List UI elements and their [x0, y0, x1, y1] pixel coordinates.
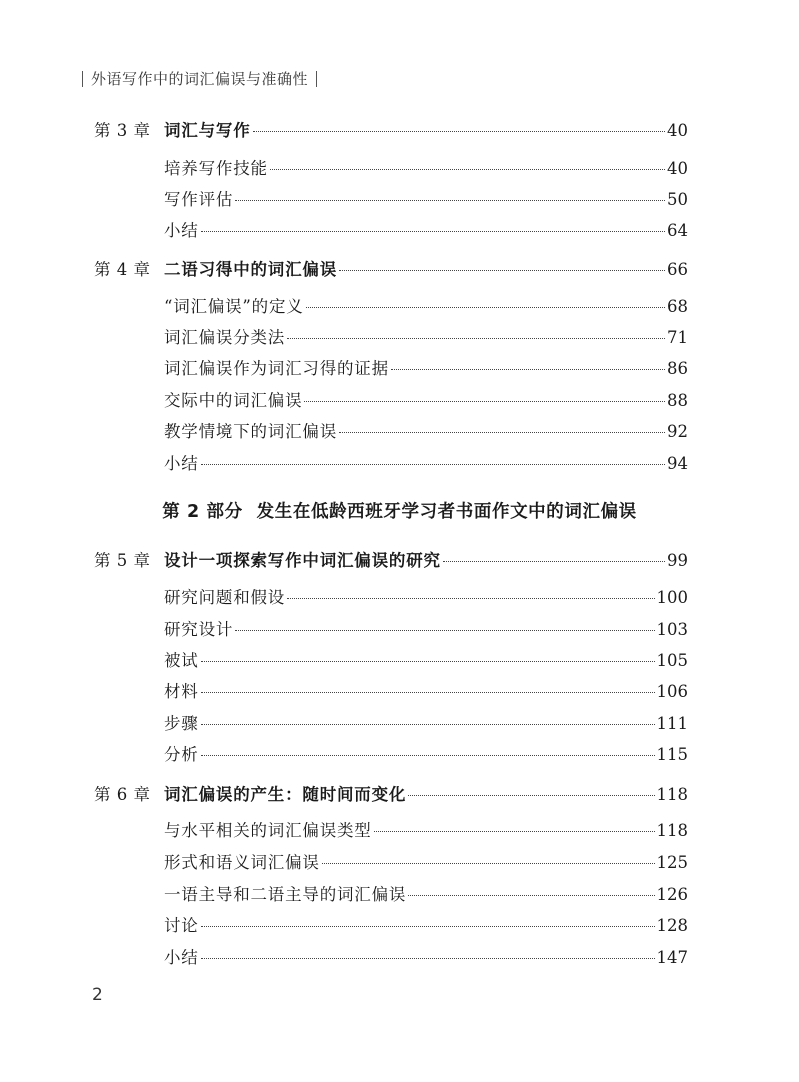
dot-leader: [201, 723, 655, 725]
part-heading[interactable]: [0, 498, 799, 523]
dot-leader: [408, 894, 654, 896]
page-ref: 40: [667, 159, 688, 178]
entry-title: 讨论: [164, 916, 199, 935]
page-ref: 86: [667, 359, 688, 378]
page-ref: 100: [656, 588, 688, 607]
page-ref: 92: [667, 422, 688, 441]
toc-entry[interactable]: [164, 453, 688, 475]
dot-leader: [201, 925, 655, 927]
toc-chapter-5[interactable]: [94, 550, 688, 572]
dot-leader: [322, 862, 655, 864]
toc-entry[interactable]: [164, 852, 688, 874]
toc-chapter-3[interactable]: [94, 120, 688, 142]
dot-leader: [304, 400, 665, 402]
page-ref: 125: [656, 853, 688, 872]
part-label: 第 2 部分: [162, 502, 243, 522]
dot-leader: [287, 597, 654, 599]
entry-title: 分析: [164, 745, 199, 764]
page-ref: 118: [656, 821, 688, 840]
page-ref: 106: [656, 682, 688, 701]
entry-title: 被试: [164, 651, 199, 670]
chapter-title: 二语习得中的词汇偏误: [164, 260, 337, 279]
page-ref: 105: [656, 651, 688, 670]
running-head-left-rule: [82, 71, 83, 87]
running-head-title: 外语写作中的词汇偏误与准确性: [91, 70, 309, 88]
page-ref: 64: [667, 221, 688, 240]
dot-leader: [287, 337, 665, 339]
page-ref: 68: [667, 297, 688, 316]
dot-leader: [253, 130, 666, 132]
dot-leader: [339, 269, 665, 271]
dot-leader: [235, 629, 654, 631]
entry-title: 小结: [164, 454, 199, 473]
toc-entry[interactable]: [164, 744, 688, 766]
toc-chapter-4[interactable]: [94, 259, 688, 281]
toc-chapter-6[interactable]: [94, 784, 688, 806]
toc-entry[interactable]: [164, 358, 688, 380]
entry-title: 步骤: [164, 714, 199, 733]
toc-entry[interactable]: [164, 947, 688, 969]
running-head-right-rule: [316, 71, 317, 87]
entry-title: 小结: [164, 948, 199, 967]
chapter-title: 设计一项探索写作中词汇偏误的研究: [164, 551, 441, 570]
entry-title: 培养写作技能: [164, 159, 268, 178]
part-title: 发生在低龄西班牙学习者书面作文中的词汇偏误: [256, 502, 637, 522]
page-ref: 94: [667, 454, 688, 473]
chapter-number: 第 6 章: [94, 785, 151, 804]
dot-leader: [201, 660, 655, 662]
entry-title: 教学情境下的词汇偏误: [164, 422, 337, 441]
toc-entry[interactable]: [164, 915, 688, 937]
chapter-number: 第 4 章: [94, 260, 151, 279]
page-ref: 126: [656, 885, 688, 904]
chapter-number: 第 3 章: [94, 121, 151, 140]
toc-entry[interactable]: [164, 587, 688, 609]
entry-title: 材料: [164, 682, 199, 701]
toc-entry[interactable]: [164, 650, 688, 672]
entry-title: 一语主导和二语主导的词汇偏误: [164, 885, 407, 904]
chapter-title: 词汇与写作: [164, 121, 251, 140]
toc-entry[interactable]: [164, 820, 688, 842]
toc-entry[interactable]: [164, 327, 688, 349]
page-ref: 147: [656, 948, 688, 967]
page-ref: 111: [656, 714, 688, 733]
dot-leader: [201, 463, 665, 465]
entry-title: 词汇偏误分类法: [164, 328, 286, 347]
page-ref: 103: [656, 620, 688, 639]
page-ref: 40: [667, 121, 688, 140]
entry-title: 研究问题和假设: [164, 588, 286, 607]
dot-leader: [391, 368, 665, 370]
entry-title: 写作评估: [164, 190, 234, 209]
dot-leader: [306, 306, 665, 308]
toc-entry[interactable]: [164, 390, 688, 412]
dot-leader: [339, 431, 665, 433]
toc-entry[interactable]: [164, 296, 688, 318]
toc-entry[interactable]: [164, 713, 688, 735]
entry-title: 小结: [164, 221, 199, 240]
page-number: 2: [92, 985, 103, 1005]
toc-entry[interactable]: [164, 158, 688, 180]
entry-title: 词汇偏误作为词汇习得的证据: [164, 359, 389, 378]
dot-leader: [374, 830, 655, 832]
toc-entry[interactable]: [164, 619, 688, 641]
entry-title: 形式和语义词汇偏误: [164, 853, 320, 872]
page-ref: 71: [667, 328, 688, 347]
dot-leader: [201, 754, 655, 756]
entry-title: 交际中的词汇偏误: [164, 391, 303, 410]
dot-leader: [443, 560, 665, 562]
running-head: [82, 68, 317, 89]
page-ref: 128: [656, 916, 688, 935]
page-ref: 88: [667, 391, 688, 410]
toc-entry[interactable]: [164, 681, 688, 703]
chapter-title: 词汇偏误的产生：随时间而变化: [164, 785, 407, 804]
dot-leader: [408, 794, 654, 796]
toc-entry[interactable]: [164, 884, 688, 906]
dot-leader: [270, 168, 665, 170]
dot-leader: [201, 230, 665, 232]
toc-entry[interactable]: [164, 220, 688, 242]
page-ref: 115: [656, 745, 688, 764]
entry-title: 与水平相关的词汇偏误类型: [164, 821, 372, 840]
entry-title: “词汇偏误”的定义: [164, 297, 304, 316]
dot-leader: [235, 199, 665, 201]
dot-leader: [201, 957, 655, 959]
entry-title: 研究设计: [164, 620, 234, 639]
page-ref: 66: [667, 260, 688, 279]
page-ref: 50: [667, 190, 688, 209]
page-ref: 118: [656, 785, 688, 804]
toc-entry[interactable]: [164, 421, 688, 443]
chapter-number: 第 5 章: [94, 551, 151, 570]
page-ref: 99: [667, 551, 688, 570]
dot-leader: [201, 691, 655, 693]
toc-entry[interactable]: [164, 189, 688, 211]
